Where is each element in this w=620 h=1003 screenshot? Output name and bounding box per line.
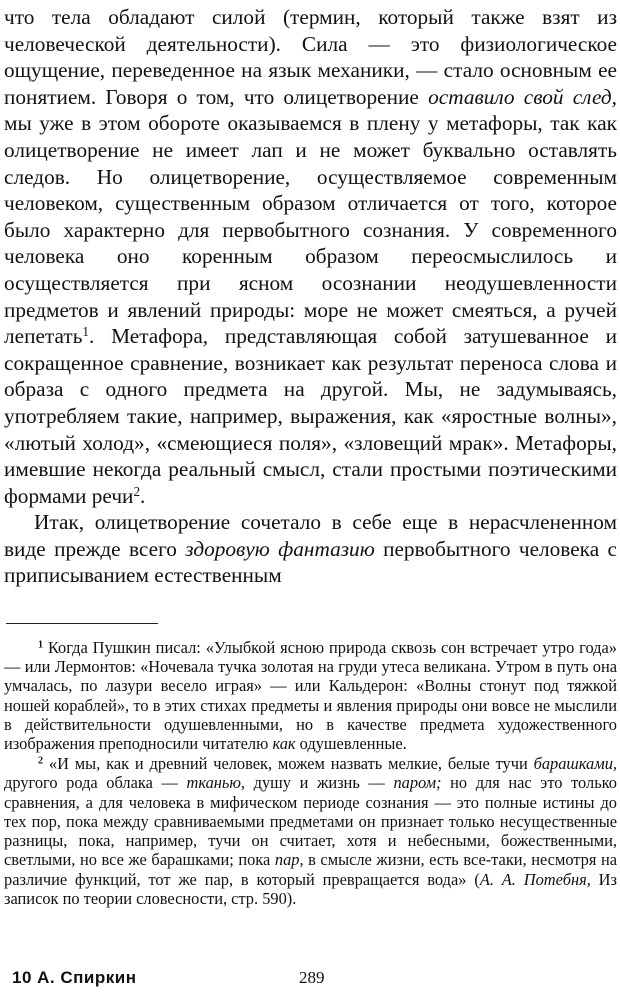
footnote-2 (4, 754, 617, 908)
footnote-1-italic-1: как (272, 734, 296, 754)
paragraph-1-text-4: . (140, 483, 146, 508)
main-text (4, 4, 617, 589)
paragraph-1-text-1: что тела обладают силой (термин, который также взят из человеческой деятельности). Сила — это физиологическое ощущение, переведенное на язык механики, — стало основным ее понятием. Говоря о том, что олицетворение (4, 5, 617, 109)
paragraph-2 (4, 509, 617, 589)
footnote-1 (4, 638, 617, 753)
paragraph-2-text-2: первобытного человека с приписыванием естественным (4, 536, 617, 588)
footnote-2-italic-3: паром; (393, 773, 442, 793)
footnote-separator (6, 623, 158, 624)
footnote-2-italic-2: тканью, (186, 773, 246, 793)
footnote-2-text-1: «И мы, как и древний человек, можем назвать мелкие, белые тучи (43, 754, 534, 774)
printer-signature: 10 А. Спиркин (12, 968, 137, 987)
footnote-2-italic-5: А. А. Потебня, (479, 869, 591, 889)
footnote-1-marker: 1 (38, 639, 44, 651)
paragraph-1 (4, 4, 617, 509)
page-number: 289 (299, 968, 325, 987)
paragraph-2-italic-1: здоровую фантазию (185, 536, 375, 561)
footnote-2-text-2: другого рода облака — (4, 773, 187, 793)
footnote-ref-1: 1 (82, 323, 90, 339)
footnote-2-marker: 2 (38, 755, 44, 767)
footnote-2-text-5: в смысле жизни, есть все-таки, несмотря на различие функций, тот же пар, в который превращается вода» ( (4, 850, 618, 889)
footnotes (4, 638, 617, 908)
footnote-2-text-4: но для нас это только сравнения, а для человека в мифическом периоде сознания — это полные истины до тех пор, пока между сравниваемыми предметами он признает только несущественные разницы, пока, например, тучи он считает, хотя и небесными, божественными, светлыми, но все же барашками; пока (4, 773, 618, 870)
page-footer (12, 968, 612, 994)
footnote-2-italic-4: пар, (274, 850, 304, 870)
footnote-1-text-1: Когда Пушкин писал: «Улыбкой ясною природа сквозь сон встречает утро года» — или Лермонтов: «Ночевала тучка золотая на груди утеса великана. Утром в путь она умчалась, по лазури весело играя» — или Кальдерон: «Волны стонут под тяжкой ношей кораблей», то в этих стихах предметы и явления природы они вовсе не мыслили в действительности одушевленными, но в качестве предмета художественного изображения преподносили читателю (4, 638, 617, 754)
paragraph-2-text-1: Итак, олицетворение сочетало в себе еще в нерасчлененном виде прежде всего (4, 510, 617, 561)
paragraph-1-italic-1: оставило свой след, (428, 84, 617, 109)
footnote-ref-2: 2 (133, 483, 141, 499)
footnote-2-italic-1: барашками, (533, 754, 617, 774)
footnote-1-text-2: одушевленные. (295, 734, 407, 754)
footnote-2-text-3: душу и жизнь — (245, 773, 394, 793)
paragraph-1-text-2: мы уже в этом обороте оказываемся в плену у метафоры, так как олицетворение не имеет лап и не может буквально оставлять следов. Но олицетворение, осуществляемое современным человеком, существенным образом отличается от того, которое было характерно для первобытного сознания. У современного человека оно коренным образом переосмыслилось и осуществляется при ясном осознании неодушевленности предметов и явлений природы: море не может смеяться, а ручей лепетать (4, 111, 617, 349)
footnote-2-text-6: Из записок по теории словесности, стр. 590). (4, 869, 617, 908)
paragraph-1-text-3: . Метафора, представляющая собой затушеванное и сокращенное сравнение, возникает как результат переноса слова и образа с одного предмета на другой. Мы, не задумываясь, употребляем такие, например, выражения, как «яростные волны», «лютый холод», «смеющиеся поля», «зловещий мрак». Метафоры, имевшие некогда реальный смысл, стали простыми поэтическими формами речи (4, 324, 617, 508)
